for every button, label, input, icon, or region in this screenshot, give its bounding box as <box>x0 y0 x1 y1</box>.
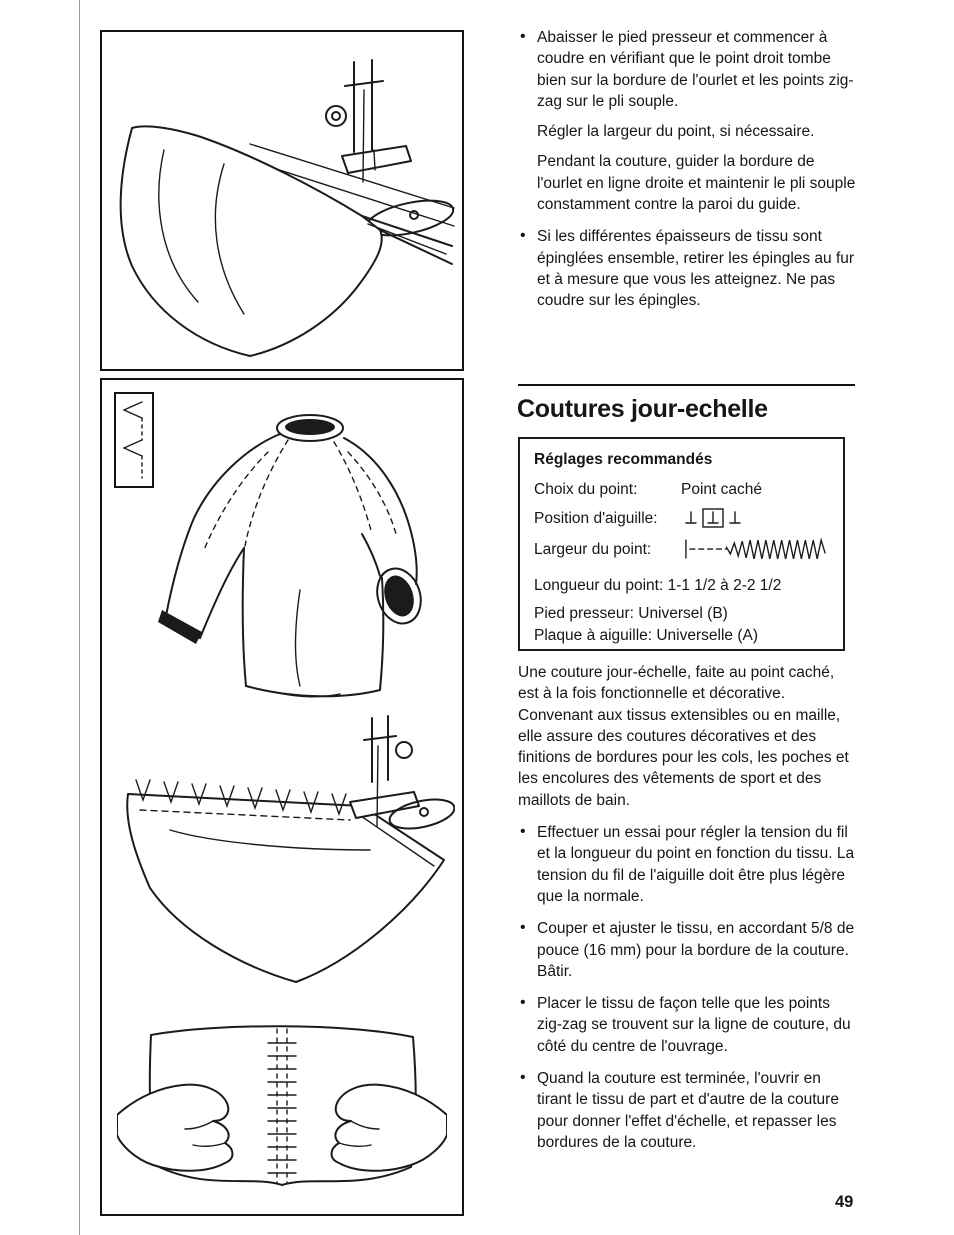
instruction-subtext: Régler la largeur du point, si nécessaire. <box>537 123 815 141</box>
fabric-panel <box>127 794 444 982</box>
setting-line-needle-plate: Plaque à aiguille: Universelle (A) <box>534 627 759 645</box>
list-item <box>518 918 859 982</box>
instruction-text: Si les différentes épaisseurs de tissu sont épinglées ensemble, retirer les épingles au fur et à mesure que vous les atteignez. Ne pas coudre sur les épingles. <box>537 228 855 310</box>
setting-line-stitch-length: Longueur du point: 1-1 1/2 à 2-2 1/2 <box>534 576 782 594</box>
instruction-text: Quand la couture est terminée, l'ouvrir en tirant le tissu de part et d'autre de la couture pour donner l'effet d'échelle, et repasser les bordures de la couture. <box>537 1070 839 1151</box>
instruction-subtext: Pendant la couture, guider la bordure de l'ourlet en ligne droite et maintenir le pli souple constamment contre la paroi du guide. <box>537 153 856 214</box>
figure-box-ladder-seam <box>100 378 464 1216</box>
setting-row-needle-position <box>534 508 831 530</box>
instruction-text: Abaisser le pied presseur et commencer à coudre en vérifiant que le point droit tombe bien sur la bordure de l'ourlet et les points zig-zag sur le pli souple. <box>537 29 854 110</box>
presser-foot <box>350 716 419 826</box>
sweater-wrinkles <box>274 590 340 697</box>
setting-row-stitch <box>534 479 831 500</box>
settings-box-title: Réglages recommandés <box>534 451 713 468</box>
figure-box-hem-stitching <box>100 30 464 371</box>
section-body <box>518 662 859 1164</box>
instruction-text: Placer le tissu de façon telle que les points zig-zag se trouvent sur la ligne de couture, du côté du centre de l'ouvrage. <box>537 995 851 1055</box>
hands-opening-ladder-seam-illustration <box>117 1015 447 1210</box>
sweater-outline <box>158 415 428 696</box>
list-item <box>518 226 856 311</box>
sweater-seam-dashes <box>204 440 396 550</box>
fabric-zigzag-seam-illustration <box>110 710 455 1010</box>
setting-row-stitch-width <box>534 537 831 563</box>
stitch-width-icon <box>681 537 831 563</box>
setting-label: Position d'aiguille: <box>534 509 658 527</box>
recommended-settings-box <box>518 437 845 651</box>
needle-position-icon <box>681 508 747 530</box>
presser-foot <box>326 60 411 182</box>
instruction-text: Effectuer un essai pour régler la tension du fil et la longueur du point en fonction du tissu. La tension du fil de l'aiguille doit être plus légère que la normale. <box>537 824 855 905</box>
section-title: Coutures jour-echelle <box>517 395 768 423</box>
setting-label: Largeur du point: <box>534 540 652 558</box>
presser-foot-hem-illustration <box>102 32 462 369</box>
list-item <box>518 1068 859 1153</box>
page-number: 49 <box>835 1193 854 1211</box>
top-instruction-list <box>518 27 856 323</box>
list-item <box>518 822 859 907</box>
setting-value: Point caché <box>681 481 762 499</box>
instruction-text: Couper et ajuster le tissu, en accordant 5/8 de pouce (16 mm) pour la bordure de la couture. Bâtir. <box>537 920 855 980</box>
right-hand <box>332 1085 448 1171</box>
section-intro-paragraph: Une couture jour-échelle, faite au point caché, est à la fois fonctionnelle et décorative. Convenant aux tissus extensibles ou en maille, elle assure des coutures décoratives et des finitions de bordures pour les cols, les poches et les encolures des vêtements de sport et des maillots de bain. <box>518 664 849 809</box>
raglan-sweater-illustration <box>148 400 448 710</box>
section-divider <box>518 384 855 386</box>
scan-gutter-line <box>79 0 80 1235</box>
setting-label: Choix du point: <box>534 481 638 499</box>
setting-line-presser-foot: Pied presseur: Universel (B) <box>534 604 728 622</box>
left-hand <box>117 1085 233 1171</box>
list-item <box>518 27 856 215</box>
list-item <box>518 993 859 1057</box>
blind-hem-stitch-symbol-icon <box>116 394 152 486</box>
